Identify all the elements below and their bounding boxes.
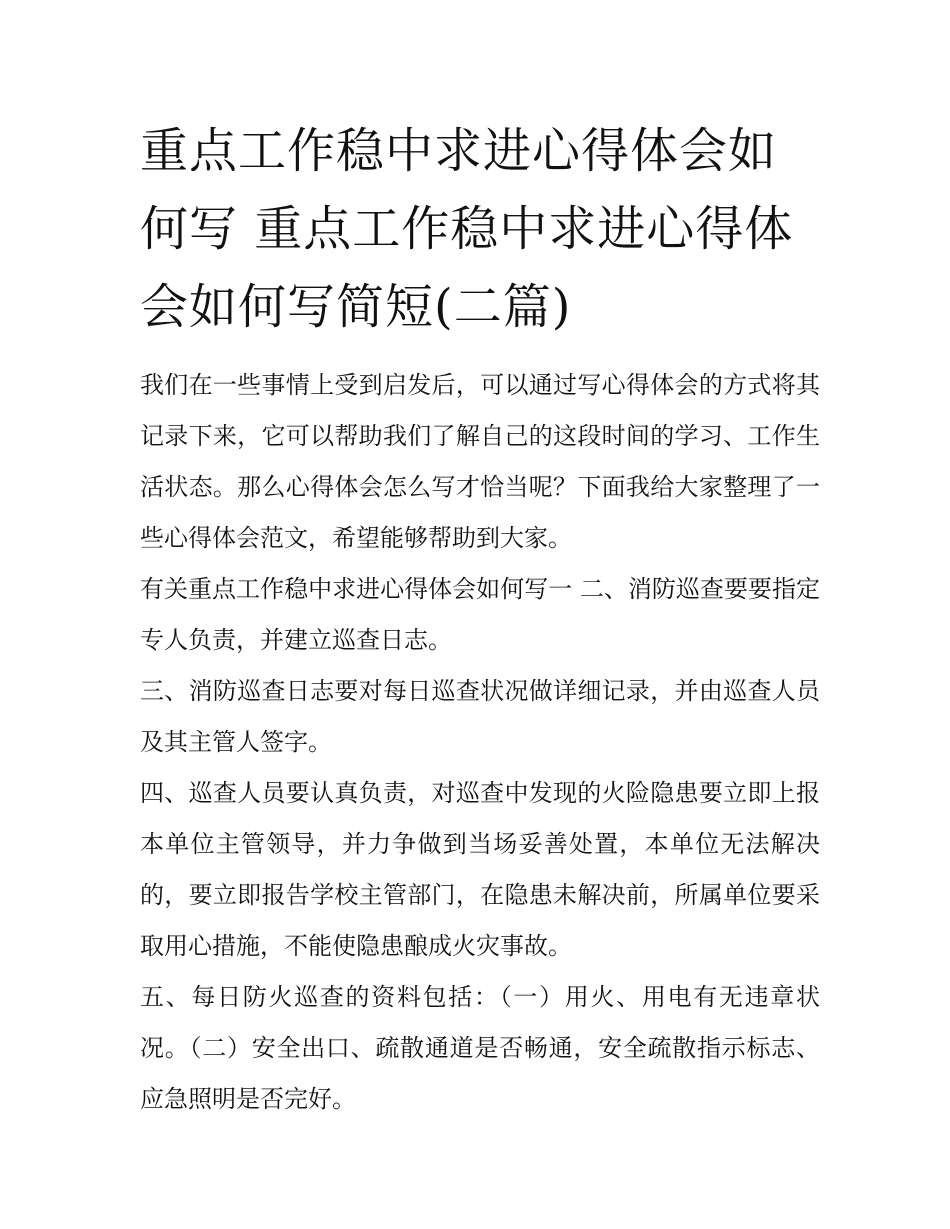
paragraph-item-3: 三、消防巡查日志要对每日巡查状况做详细记录，并由巡查人员及其主管人签字。 [140,677,820,756]
paragraph-section-heading: 有关重点工作稳中求进心得体会如何写一 二、消防巡查要要指定专人负责，并建立巡查日志。 [140,575,820,654]
paragraph-item-4: 四、巡查人员要认真负责，对巡查中发现的火险隐患要立即上报本单位主管领导，并力争做到当场妥善处置，本单位无法解决的，要立即报告学校主管部门，在隐患未解决前，所属单位要采取用心措施，不能使隐患酿成火灾事故。 [140,779,820,960]
paragraph-intro: 我们在一些事情上受到启发后，可以通过写心得体会的方式将其记录下来，它可以帮助我们了解自己的这段时间的学习、工作生活状态。那么心得体会怎么写才恰当呢？下面我给大家整理了一些心得体会范文，希望能够帮助到大家。 [140,371,820,552]
document-body [140,360,820,1125]
document-title: 重点工作稳中求进心得体会如何写 重点工作稳中求进心得体会如何写简短(二篇) [140,123,794,335]
paragraph-item-5: 五、每日防火巡查的资料包括：（一）用火、用电有无违章状况。（二）安全出口、疏散通道是否畅通，安全疏散指示标志、应急照明是否完好。 [140,983,820,1113]
